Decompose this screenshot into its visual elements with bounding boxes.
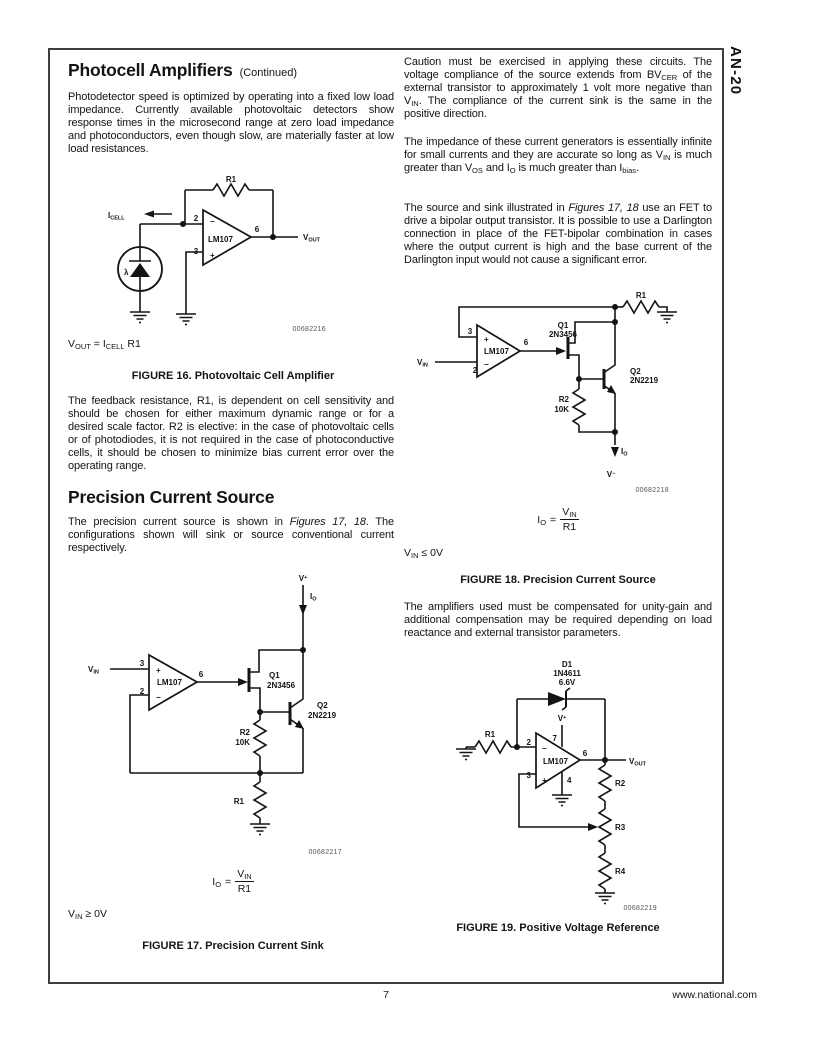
page-number: 7	[383, 989, 389, 1001]
fig17-wires	[110, 585, 303, 824]
fig18-r2-value: 10K	[554, 405, 569, 414]
para-source-sink: The source and sink illustrated in Figures 17, 18 use an FET to drive a bipolar output transistor. It is possible to use a Darlington connection in place of the FET-bipolar combination in cases where the output current is high and the base current of the Darlington input would not cause a significant error.	[404, 202, 712, 266]
fig18-q1-type: 2N3456	[548, 330, 578, 339]
fig16-icell-label: ICELL	[108, 211, 125, 222]
fig16-opamp-label: LM107	[208, 235, 233, 244]
fig19-r2-label: R2	[615, 779, 626, 788]
para-compensation: The amplifiers used must be compensated for unity-gain and additional compensation may be required depending on load reactance and external transistor parameters.	[404, 601, 712, 639]
fig17-q2-label: Q2	[317, 701, 328, 710]
para-feedback-resistance: The feedback resistance, R1, is dependent on cell sensitivity and should be chosen for either maximum dynamic range or for a desired scale factor. R2 is elective: in the case of photovoltaic cells or of photodiodes, it is not required in the case of photoconductive cells, it should be chosen to minimize bias current error over the operating range.	[68, 395, 394, 472]
fig16-formula: $V_{OUT} = I_{CELL}$ R1	[68, 338, 141, 351]
fig17-r2-label: R2	[239, 728, 250, 737]
document-frame	[48, 48, 724, 984]
figure19-schematic	[432, 657, 672, 917]
fig17-q1-type: 2N3456	[267, 681, 296, 690]
fig17-resistor-r1	[254, 782, 266, 818]
fig17-gate-arrow	[238, 678, 248, 686]
page-edge-tab: AN-20	[727, 46, 744, 96]
ground-symbol	[456, 749, 476, 760]
fig16-current-arrow	[144, 211, 154, 218]
fig19-noninverting-input-sign: +	[542, 776, 547, 785]
fig19-d1-type: 1N4611	[553, 669, 581, 678]
figure17-schematic	[72, 567, 402, 862]
fig16-pin6-label: 6	[254, 225, 260, 234]
fig17-q2-type: 2N2219	[308, 711, 337, 720]
fig18-pin2-label: 2	[472, 366, 478, 375]
fig17-r1-label: R1	[233, 797, 244, 806]
fig17-r2-value: 10K	[235, 738, 250, 747]
fig19-resistor-r2	[599, 765, 611, 801]
fig19-drawing-code: 00682219	[623, 905, 657, 912]
fig19-inverting-input-sign: −	[542, 744, 547, 753]
fig19-node	[602, 757, 608, 763]
fig17-node	[257, 709, 263, 715]
fig18-noninverting-input-sign: +	[484, 335, 489, 344]
fig17-opamp-label: LM107	[157, 678, 182, 687]
fig19-r3-label: R3	[615, 823, 626, 832]
fig18-node	[612, 429, 618, 435]
fig19-vplus-label: V+	[557, 714, 567, 723]
fig18-gate-arrow	[556, 347, 566, 355]
para-photodetector-speed: Photodetector speed is optimized by operating into a fixed low load impedance. Currently available photovoltaic detectors show response times in the microsecond range at zero load impedance and photoconductors, even though slow, are materially faster at low load resistances.	[68, 91, 394, 155]
figure18-schematic	[407, 285, 677, 502]
fig19-resistor-r3	[599, 809, 611, 845]
ground-symbol	[595, 893, 615, 904]
section-heading-precision	[68, 487, 394, 508]
fig19-vout-label: VOUT	[629, 757, 646, 768]
fig18-resistor-r2	[573, 389, 585, 425]
fig18-vin-label: VIN	[417, 358, 428, 369]
fig17-io-arrow	[299, 605, 307, 615]
fig17-pin3-label: 3	[139, 659, 145, 668]
fig19-node	[514, 744, 520, 750]
heading-continued: (Continued)	[239, 67, 298, 79]
fig18-opamp-label: LM107	[484, 347, 509, 356]
figure16-schematic	[68, 174, 398, 339]
fig16-r1-label: R1	[225, 175, 237, 184]
fig17-drawing-code: 00682217	[308, 849, 342, 856]
fig17-condition: $V_{IN} \ge 0V$	[68, 908, 107, 921]
heading-photocell-amplifiers: Photocell Amplifiers (Continued)	[68, 60, 298, 80]
fig17-vplus-label: V+	[298, 574, 308, 583]
ground-symbol	[176, 314, 196, 325]
fig18-node	[612, 304, 618, 310]
ground-symbol	[250, 824, 270, 835]
fig18-q2-type: 2N2219	[630, 376, 659, 385]
fig18-r2-label: R2	[558, 395, 569, 404]
fig17-node	[257, 770, 263, 776]
fig16-lambda-label: λ	[124, 268, 129, 277]
fig16-noninverting-input-sign: +	[210, 251, 215, 260]
fig16-pin3-label: 3	[193, 247, 199, 256]
para-impedance: The impedance of these current generators is essentially infinite for small currents and they are accurate so long as $V_{IN}$ is much greater than $V_{OS}$ and $I_O$ is much greater than $I_{bias}$.	[404, 136, 713, 175]
figure17-caption: FIGURE 17. Precision Current Sink	[142, 940, 324, 952]
para-caution: Caution must be exercised in applying these circuits. The voltage compliance of the source extends from $BV_{CER}$ of the external transistor to approximately 1 volt more negative than $V_{IN}$. The compliance of the current sink is the same in the positive direction.	[404, 56, 712, 120]
fig17-io-label: IO	[310, 592, 317, 603]
ground-symbol	[130, 312, 150, 323]
fig19-d1-label: D1	[561, 660, 573, 669]
fig16-resistor-r1	[213, 184, 249, 196]
ground-symbol	[552, 795, 572, 806]
fig17-q1-label: Q1	[269, 671, 280, 680]
fig18-q2-label: Q2	[630, 367, 641, 376]
fig18-vminus-label: V−	[606, 470, 616, 479]
fig18-condition: $V_{IN} \le 0V$	[404, 547, 443, 560]
fig17-vin-label: VIN	[88, 665, 99, 676]
fig16-drawing-code: 00682216	[292, 326, 326, 333]
fig18-formula: $I_O$ = $\frac{V_{IN}}{R1}$	[537, 506, 577, 533]
fig18-inverting-input-sign: −	[484, 360, 489, 369]
fig18-pin6-label: 6	[523, 338, 529, 347]
fig18-io-arrow	[611, 447, 619, 457]
fig18-drawing-code: 00682218	[635, 487, 669, 494]
fig18-node	[576, 376, 582, 382]
figure19-caption: FIGURE 19. Positive Voltage Reference	[456, 922, 660, 934]
fig17-inverting-input-sign: −	[156, 693, 161, 702]
fig18-io-label: IO	[621, 447, 628, 458]
fig17-pin6-label: 6	[198, 670, 204, 679]
section-heading-photocell	[68, 60, 394, 81]
fig19-pin6-label: 6	[582, 749, 588, 758]
fig17-formula: $I_O$ = $\frac{V_{IN}}{R1}$	[212, 868, 252, 895]
fig17-node	[300, 647, 306, 653]
footer-website: www.national.com	[672, 989, 757, 1001]
fig19-pin3-label: 3	[526, 771, 531, 780]
fig16-vout-label: VOUT	[303, 233, 320, 244]
fig16-inverting-input-sign: −	[210, 217, 215, 226]
para-precision-source: The precision current source is shown in Figures 17, 18. The configurations shown will sink or source conventional current respectively.	[68, 516, 394, 554]
fig19-r1-label: R1	[484, 730, 496, 739]
fig19-pin2-label: 2	[526, 738, 531, 747]
fig18-resistor-r1	[623, 301, 659, 313]
fig19-opamp-label: LM107	[543, 757, 568, 766]
fig17-resistor-r2	[254, 720, 266, 756]
fig19-wires	[466, 688, 626, 893]
figure18-caption: FIGURE 18. Precision Current Source	[460, 574, 656, 586]
fig16-node	[180, 221, 186, 227]
fig16-photodiode-symbol	[130, 263, 150, 277]
fig16-node	[270, 234, 276, 240]
fig16-pin2-label: 2	[193, 214, 199, 223]
fig19-d1-voltage: 6.6V	[558, 678, 576, 687]
fig17-noninverting-input-sign: +	[156, 666, 161, 675]
figure16-caption: FIGURE 16. Photovoltaic Cell Amplifier	[131, 370, 335, 382]
fig18-r1-label: R1	[635, 291, 647, 300]
fig19-wiper-arrow	[588, 823, 598, 831]
fig19-pin7-label: 7	[552, 734, 557, 743]
fig18-pin3-label: 3	[467, 327, 473, 336]
fig19-resistor-r1	[475, 741, 511, 753]
fig19-zener-symbol	[548, 692, 566, 706]
ground-symbol	[657, 312, 677, 323]
fig17-pin2-label: 2	[139, 687, 145, 696]
fig19-resistor-r4	[599, 853, 611, 889]
heading-precision-current-source: Precision Current Source	[68, 487, 275, 507]
fig18-node	[612, 319, 618, 325]
fig18-q1-label: Q1	[557, 321, 569, 330]
fig19-r4-label: R4	[615, 867, 626, 876]
fig19-pin4-label: 4	[567, 776, 572, 785]
